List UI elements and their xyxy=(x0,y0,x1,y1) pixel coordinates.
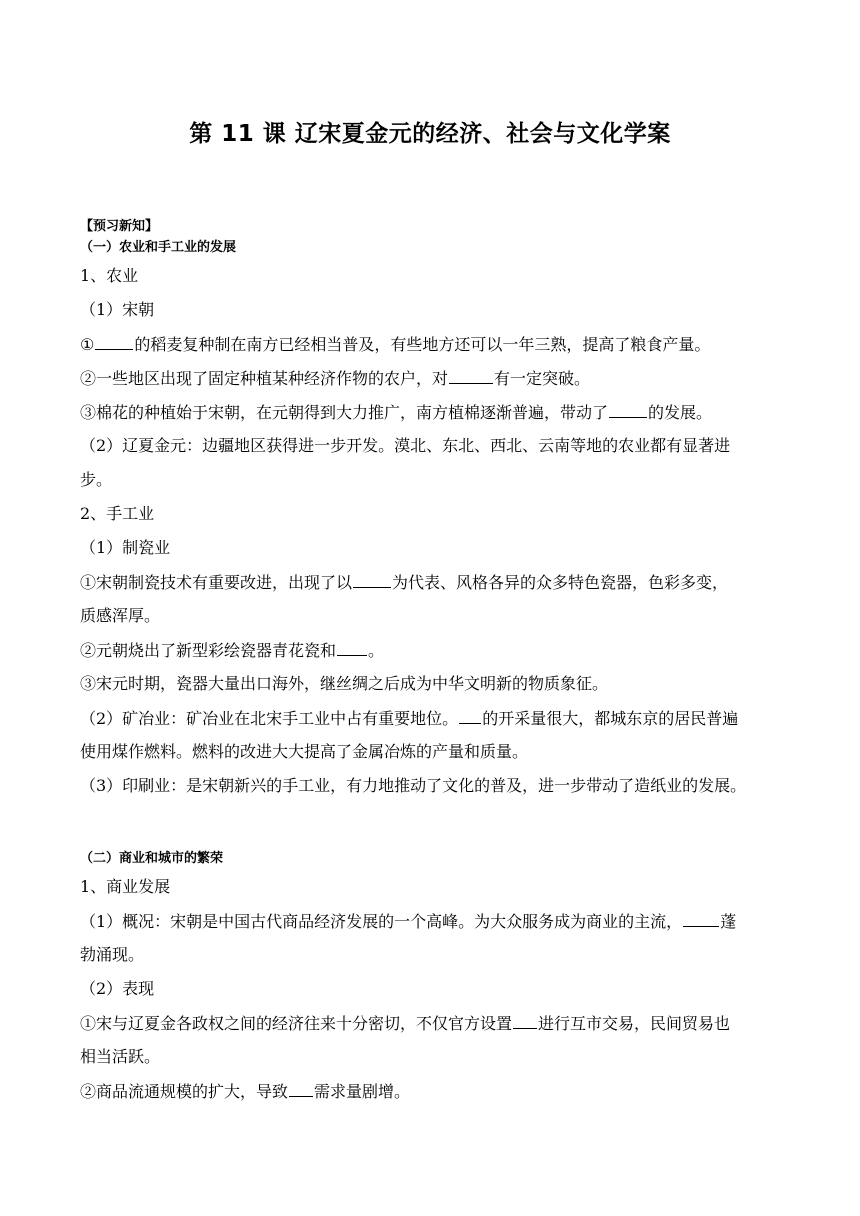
fill-blank[interactable] xyxy=(337,640,367,656)
fill-blank[interactable] xyxy=(513,1013,537,1029)
porcelain-item-1: ①宋朝制瓷技术有重要改进，出现了以 为代表、风格各异的众多特色瓷器，色彩多变， xyxy=(80,573,729,592)
commerce-item-2: ②商品流通规模的扩大，导致 需求量剧增。 xyxy=(80,1082,411,1101)
fill-blank[interactable] xyxy=(353,572,391,588)
song-dynasty-subheading: （1）宋朝 xyxy=(80,300,155,319)
agri-item-3: ③棉花的种植始于宋朝，在元朝得到大力推广，南方植棉逐渐普遍，带动了 的发展。 xyxy=(80,403,713,422)
liao-xia-jin-yuan-line1: （2）辽夏金元：边疆地区获得进一步开发。漠北、东北、西北、云南等地的农业都有显著进 xyxy=(80,436,731,455)
mining-line2: 使用煤作燃料。燃料的改进大大提高了金属冶炼的产量和质量。 xyxy=(80,742,529,761)
commerce-item-1-cont: 相当活跃。 xyxy=(80,1047,161,1066)
liao-xia-jin-yuan-line2: 步。 xyxy=(80,470,113,489)
performance-subheading: （2）表现 xyxy=(80,979,155,998)
porcelain-item-3: ③宋元时期，瓷器大量出口海外，继丝绸之后成为中华文明新的物质象征。 xyxy=(80,674,609,693)
agri-item-2: ②一些地区出现了固定种植某种经济作物的农户，对 有一定突破。 xyxy=(80,369,591,388)
part2-heading: （二）商业和城市的繁荣 xyxy=(80,851,224,866)
fill-blank[interactable] xyxy=(95,334,133,350)
porcelain-subheading: （1）制瓷业 xyxy=(80,538,171,557)
fill-blank[interactable] xyxy=(683,911,719,927)
commerce-overview-line2: 勃涌现。 xyxy=(80,945,145,964)
commerce-item-1: ①宋与辽夏金各政权之间的经济往来十分密切，不仅官方设置 进行互市交易，民间贸易也 xyxy=(80,1014,731,1033)
fill-blank[interactable] xyxy=(459,708,481,724)
agriculture-heading: 1、农业 xyxy=(80,266,139,285)
printing-line: （3）印刷业：是宋朝新兴的手工业，有力地推动了文化的普及，进一步带动了造纸业的发展。 xyxy=(80,776,747,795)
agri-item-1: ① 的稻麦复种制在南方已经相当普及，有些地方还可以一年三熟，提高了粮食产量。 xyxy=(80,335,711,354)
page-title: 第 11 课 辽宋夏金元的经济、社会与文化学案 xyxy=(189,121,671,147)
commerce-overview-line1: （1）概况：宋朝是中国古代商品经济发展的一个高峰。为大众服务成为商业的主流， 蓬 xyxy=(80,912,737,931)
porcelain-item-1-cont: 质感浑厚。 xyxy=(80,606,161,625)
fill-blank[interactable] xyxy=(449,368,493,384)
handicraft-heading: 2、手工业 xyxy=(80,504,155,523)
porcelain-item-2: ②元朝烧出了新型彩绘瓷器青花瓷和 。 xyxy=(80,641,385,660)
part1-heading: （一）农业和手工业的发展 xyxy=(80,240,237,255)
fill-blank[interactable] xyxy=(609,402,647,418)
mining-line1: （2）矿冶业：矿冶业在北宋手工业中占有重要地位。 的开采量很大，都城东京的居民普遍 xyxy=(80,709,739,728)
section-preview-heading: 【预习新知】 xyxy=(80,219,159,234)
fill-blank[interactable] xyxy=(289,1081,313,1097)
commerce-heading: 1、商业发展 xyxy=(80,877,171,896)
